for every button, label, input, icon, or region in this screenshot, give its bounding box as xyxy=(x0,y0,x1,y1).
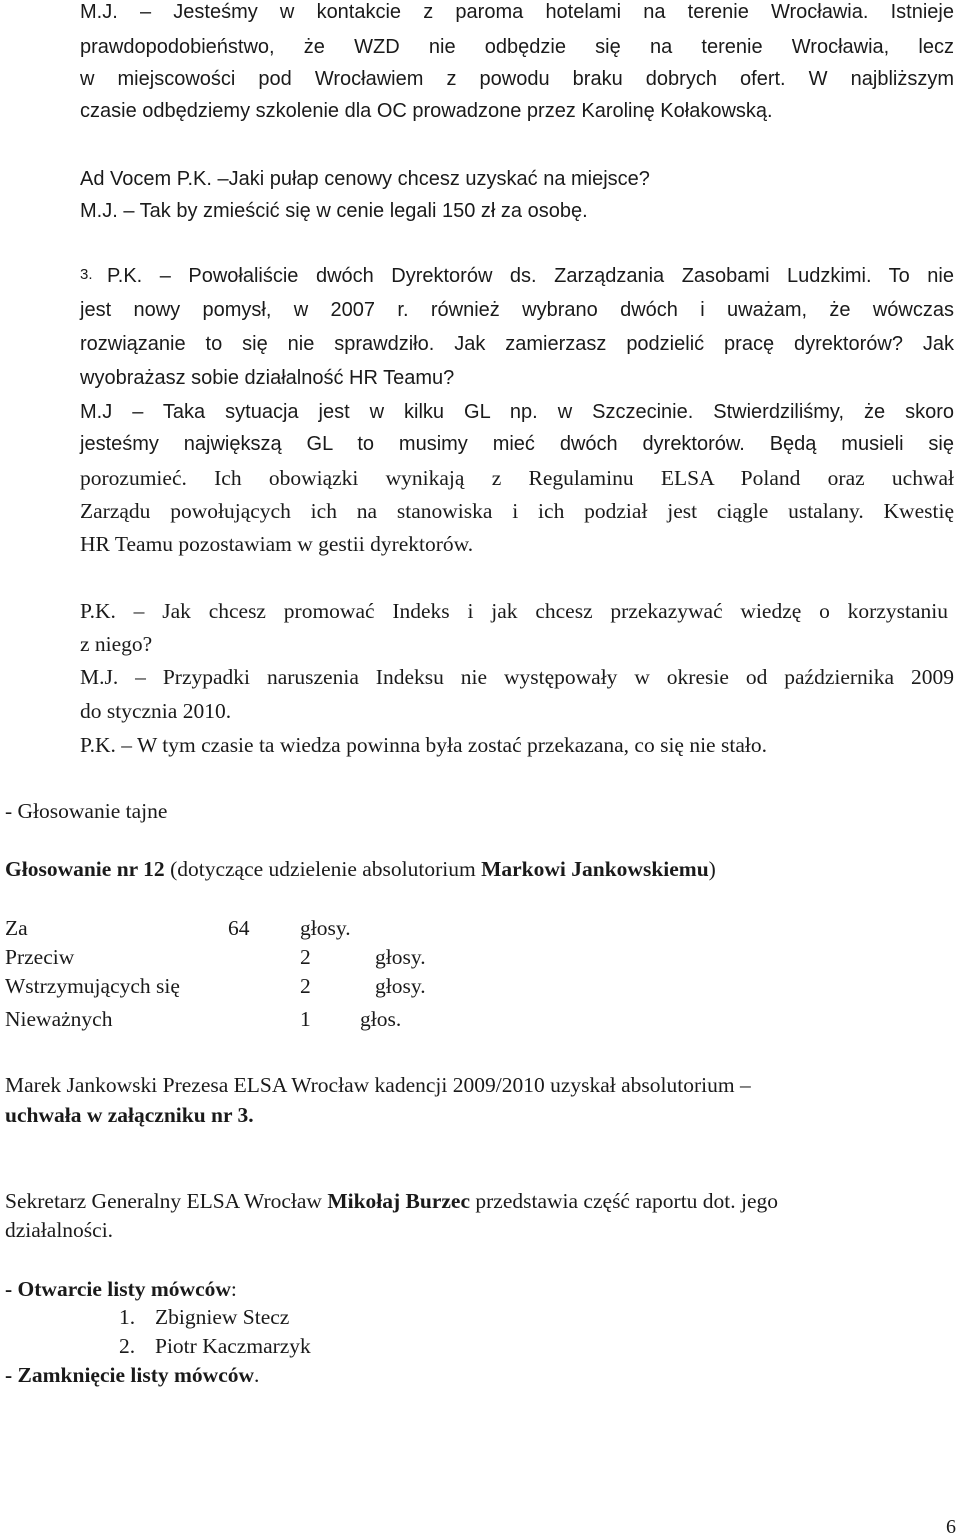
paragraph-line: rozwiązanie to się nie sprawdziło. Jak zamierzasz podzielić pracę dyrektorów? Jak xyxy=(80,333,954,355)
speaker-name: Piotr Kaczmarzyk xyxy=(155,1334,311,1358)
speaker-name: Zbigniew Stecz xyxy=(155,1305,290,1329)
vote-count: 1 xyxy=(300,1007,311,1031)
vote-label: Nieważnych xyxy=(5,1007,113,1031)
vote-unit: głosy. xyxy=(300,916,351,940)
paragraph-line: porozumieć. Ich obowiązki wynikają z Regulaminu ELSA Poland oraz uchwał xyxy=(80,466,954,490)
speakers-open-dash: - xyxy=(5,1277,18,1301)
paragraph-line: czasie odbędziemy szkolenie dla OC prowadzone przez Karolinę Kołakowską. xyxy=(80,100,773,122)
secretary-text xyxy=(5,1187,778,1215)
advocem-question: Ad Vocem P.K. –Jaki pułap cenowy chcesz uzyskać na miejsce? xyxy=(80,168,650,190)
paragraph-line: HR Teamu pozostawiam w gestii dyrektorów. xyxy=(80,532,474,556)
vote-label: Wstrzymujących się xyxy=(5,974,180,998)
paragraph-line: w miejscowości pod Wrocławiem z powodu braku dobrych ofert. W najbliższym xyxy=(80,68,954,90)
speakers-open xyxy=(5,1275,237,1303)
page-number: 6 xyxy=(946,1516,956,1538)
vote-heading xyxy=(5,855,716,883)
paragraph-line: P.K. – Powołaliście dwóch Dyrektorów ds. Zarządzania Zasobami Ludzkimi. To nie xyxy=(107,265,954,287)
secretary-text-cont: działalności. xyxy=(5,1218,114,1242)
vote-heading-close: ) xyxy=(708,857,716,881)
paragraph-line: jest nowy pomysł, w 2007 r. również wybrano dwóch i uważam, że wówczas xyxy=(80,299,954,321)
paragraph-line: Zarządu powołujących ich na stanowiska i ich podział jest ciągle ustalany. Kwestię xyxy=(80,499,954,523)
secretary-suffix: przedstawia część raportu dot. jego xyxy=(470,1189,779,1213)
speakers-close-dash: - xyxy=(5,1363,18,1387)
paragraph-line: z niego? xyxy=(80,632,153,656)
vote-unit: głosy. xyxy=(375,945,426,969)
result-resolution: uchwała w załączniku nr 3. xyxy=(5,1103,254,1127)
paragraph-line: M.J. – Jesteśmy w kontakcie z paroma hotelami na terenie Wrocławia. Istnieje xyxy=(80,1,954,23)
paragraph-line: M.J. – Przypadki naruszenia Indeksu nie występowały w okresie od października 2009 xyxy=(80,665,954,689)
vote-count: 64 xyxy=(228,916,250,940)
speaker-number: 2. xyxy=(119,1334,136,1358)
vote-heading-text: (dotyczące udzielenie absolutorium xyxy=(164,857,482,881)
speakers-close xyxy=(5,1361,259,1389)
result-text: Marek Jankowski Prezesa ELSA Wrocław kadencji 2009/2010 uzyskał absolutorium – xyxy=(5,1073,751,1097)
speakers-open-colon: : xyxy=(230,1277,237,1301)
advocem-answer: M.J. – Tak by zmieścić się w cenie legali 150 zł za osobę. xyxy=(80,200,588,222)
paragraph-line: M.J – Taka sytuacja jest w kilku GL np. w Szczecinie. Stwierdziliśmy, że skoro xyxy=(80,401,954,423)
speakers-close-dot: . xyxy=(254,1363,260,1387)
vote-label: Przeciw xyxy=(5,945,75,969)
vote-number: Głosowanie nr 12 xyxy=(5,857,165,881)
speakers-close-label: Zamknięcie listy mówców xyxy=(17,1363,255,1387)
paragraph-line: P.K. – W tym czasie ta wiedza powinna była zostać przekazana, co się nie stało. xyxy=(80,733,767,757)
speaker-number: 1. xyxy=(119,1305,136,1329)
speakers-open-label: Otwarcie listy mówców xyxy=(17,1277,231,1301)
paragraph-line: P.K. – Jak chcesz promować Indeks i jak chcesz przekazywać wiedzę o korzystaniu xyxy=(80,599,948,623)
paragraph-line: do stycznia 2010. xyxy=(80,699,232,723)
paragraph-line: jesteśmy największą GL to musimy mieć dwóch dyrektorów. Będą musieli się xyxy=(80,433,954,455)
secret-vote-label: - Głosowanie tajne xyxy=(5,799,168,823)
vote-subject-name: Markowi Jankowskiemu xyxy=(481,857,709,881)
secretary-name: Mikołaj Burzec xyxy=(327,1189,471,1213)
paragraph-line: wyobrażasz sobie działalność HR Teamu? xyxy=(80,367,455,389)
secretary-prefix: Sekretarz Generalny ELSA Wrocław xyxy=(5,1189,328,1213)
paragraph-line: prawdopodobieństwo, że WZD nie odbędzie się na terenie Wrocławia, lecz xyxy=(80,36,954,58)
list-number: 3. xyxy=(80,266,93,283)
vote-unit: głos. xyxy=(360,1007,402,1031)
vote-unit: głosy. xyxy=(375,974,426,998)
vote-label: Za xyxy=(5,916,28,940)
vote-count: 2 xyxy=(300,974,311,998)
vote-count: 2 xyxy=(300,945,311,969)
